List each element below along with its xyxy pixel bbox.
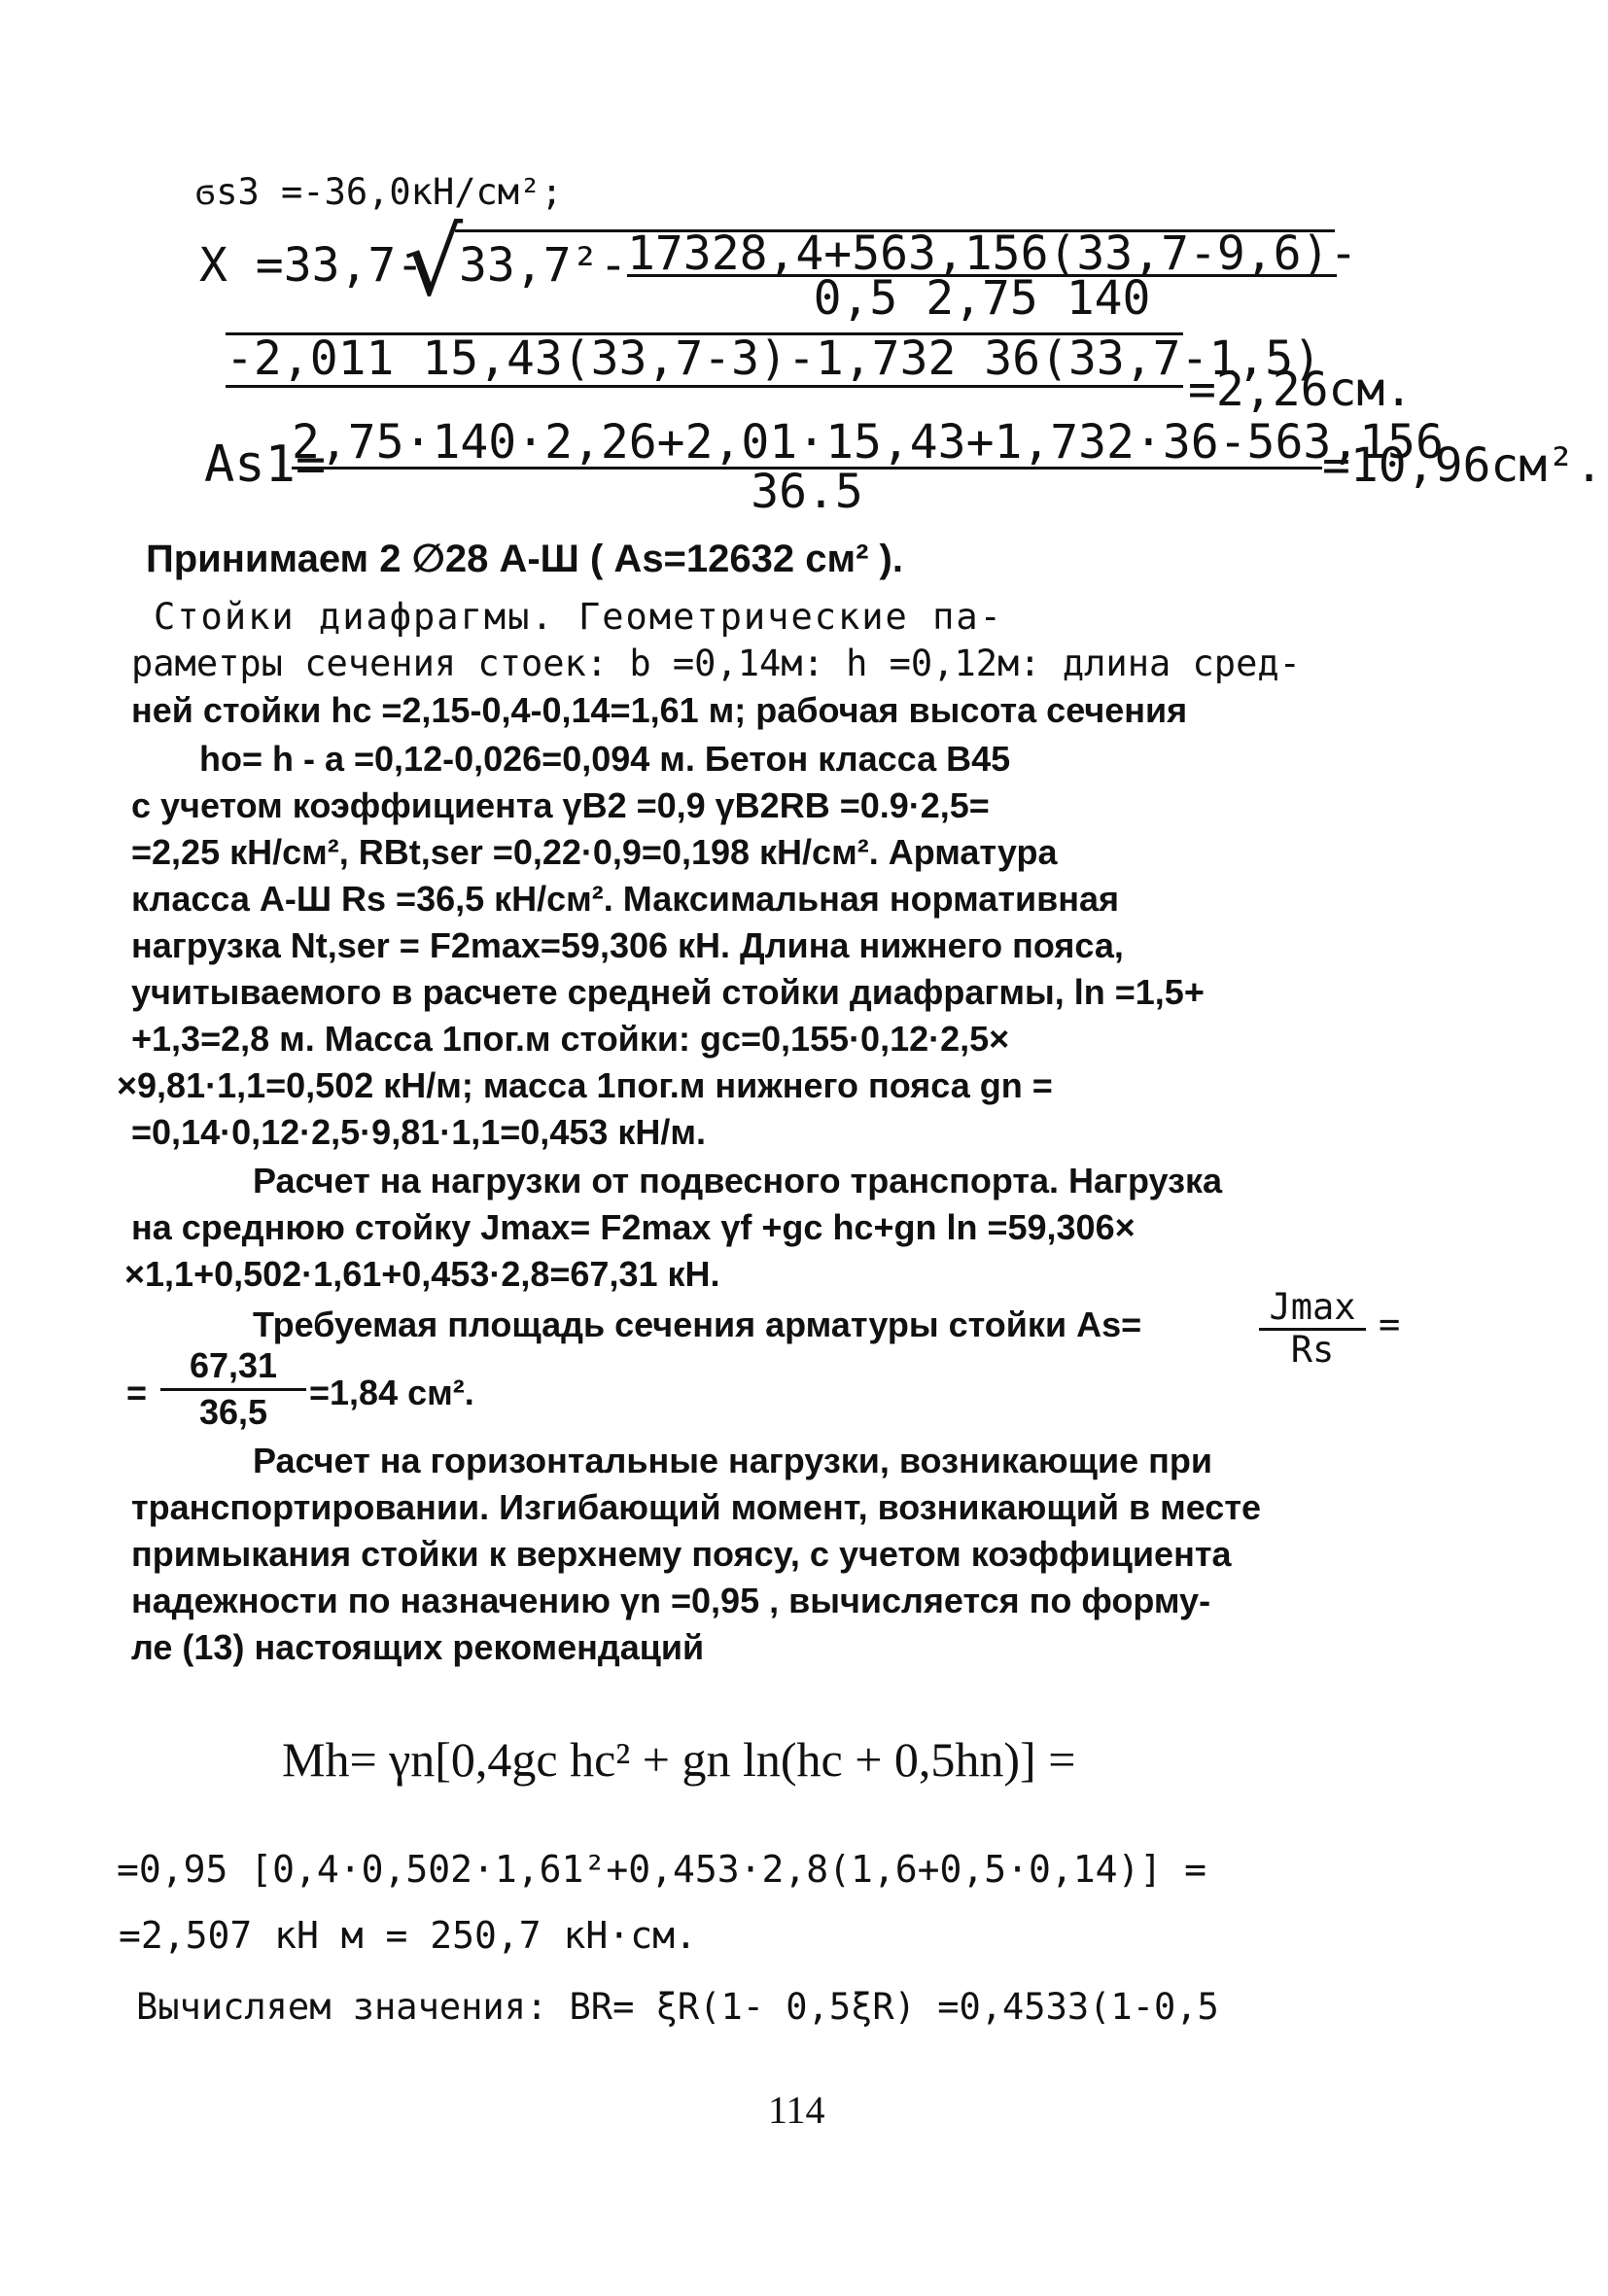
x-numerator: 17328,4+563,156(33,7-9,6)- bbox=[627, 226, 1358, 281]
p1-line-11: ×9,81·1,1=0,502 кН/м; масса 1пог.м нижнего пояса gn = bbox=[117, 1065, 1053, 1105]
mh-formula: Mh= γn[0,4gc hc² + gn ln(hc + 0,5hn)] = bbox=[282, 1732, 1076, 1787]
accept-line: Принимаем 2 ∅28 А-Ш ( As=12632 см² ). bbox=[146, 538, 903, 580]
p4-line-5: ле (13) настоящих рекомендаций bbox=[131, 1627, 705, 1667]
x-sqrt-term: 33,7²- bbox=[459, 238, 628, 293]
x-cont-bar bbox=[226, 385, 1183, 388]
p1-line-12: =0,14·0,12·2,5·9,81·1,1=0,453 кН/м. bbox=[131, 1112, 707, 1152]
x-continuation: -2,011 15,43(33,7-3)-1,732 36(33,7-1,5) bbox=[226, 331, 1322, 386]
p4-line-2: транспортировании. Изгибающий момент, возникающий в месте bbox=[131, 1487, 1261, 1527]
p1-line-4: ho= h - a =0,12-0,026=0,094 м. Бетон класса В45 bbox=[199, 739, 1011, 779]
p1-line-7: класса А-Ш Rs =36,5 кН/см². Максимальная нормативная bbox=[131, 879, 1119, 919]
p3-numerator: Jmax bbox=[1269, 1286, 1356, 1328]
p2-line-2: на среднюю стойку Jmax= F2max γf +gc hc+gn ln =59,306× bbox=[131, 1207, 1136, 1247]
p1-line-9: учитываемого в расчете средней стойки диафрагмы, ln =1,5+ bbox=[131, 972, 1205, 1012]
as-numerator: 2,75·140·2,26+2,01·15,43+1,732·36-563,156 bbox=[292, 415, 1444, 470]
p3-line-2-denominator: 36,5 bbox=[198, 1392, 268, 1432]
p4-line-1: Расчет на горизонтальные нагрузки, возникающие при bbox=[253, 1441, 1213, 1480]
x-prefix: X =33,7- bbox=[199, 238, 425, 293]
p1-line-6: =2,25 кН/см², RBt,ser =0,22·0,9=0,198 кН/см². Арматура bbox=[131, 832, 1058, 872]
p3-line-2-numerator: 67,31 bbox=[189, 1345, 278, 1385]
page-number: 114 bbox=[768, 2088, 825, 2132]
p3-line-2-eq: = bbox=[126, 1373, 148, 1412]
p1-line-10: +1,3=2,8 м. Масса 1пог.м стойки: gc=0,155·0,12·2,5× bbox=[131, 1019, 1010, 1059]
p1-line-2: раметры сечения стоек: b =0,14м: h =0,12м: длина сред- bbox=[131, 643, 1301, 684]
as-prefix: As1= bbox=[204, 435, 327, 494]
x-result: =2,26см. bbox=[1188, 363, 1414, 417]
mh-calculation: =0,95 [0,4·0,502·1,61²+0,453·2,8(1,6+0,5·0,14)] = bbox=[117, 1848, 1207, 1891]
x-denominator: 0,5 2,75 140 bbox=[813, 271, 1151, 326]
p4-line-4: надежности по назначению γn =0,95 , вычисляется по форму- bbox=[131, 1581, 1211, 1620]
p1-line-1: Стойки диафрагмы. Геометрические па- bbox=[154, 596, 1003, 638]
p1-line-8: нагрузка Nt,ser = F2max=59,306 кН. Длина нижнего пояса, bbox=[131, 925, 1124, 965]
mh-result: =2,507 кН м = 250,7 кН·см. bbox=[119, 1914, 697, 1957]
sigma-line: ϭs3 =-36,0кН/см²; bbox=[194, 171, 563, 213]
br-line: Вычисляем значения: BR= ξR(1- 0,5ξR) =0,4533(1-0,5 bbox=[136, 1986, 1219, 2028]
p3-line-1: Требуемая площадь сечения арматуры стойки As= bbox=[253, 1305, 1142, 1344]
p4-line-3: примыкания стойки к верхнему поясу, с учетом коэффициента bbox=[131, 1534, 1232, 1574]
p3-denominator: Rs bbox=[1290, 1329, 1335, 1371]
sqrt-icon: √ bbox=[403, 208, 464, 317]
p2-line-1: Расчет на нагрузки от подвесного транспорта. Нагрузка bbox=[253, 1161, 1222, 1200]
p3-equals: = bbox=[1379, 1304, 1401, 1345]
as-denominator: 36.5 bbox=[751, 465, 863, 519]
p2-line-3: ×1,1+0,502·1,61+0,453·2,8=67,31 кН. bbox=[124, 1254, 720, 1294]
p1-line-5: с учетом коэффициента γB2 =0,9 γB2RB =0.9·2,5= bbox=[131, 785, 990, 825]
as-result: =10,96см². bbox=[1322, 438, 1603, 493]
p3-line-2-result: =1,84 см². bbox=[309, 1373, 474, 1412]
p1-line-3: ней стойки hc =2,15-0,4-0,14=1,61 м; рабочая высота сечения bbox=[131, 690, 1188, 730]
